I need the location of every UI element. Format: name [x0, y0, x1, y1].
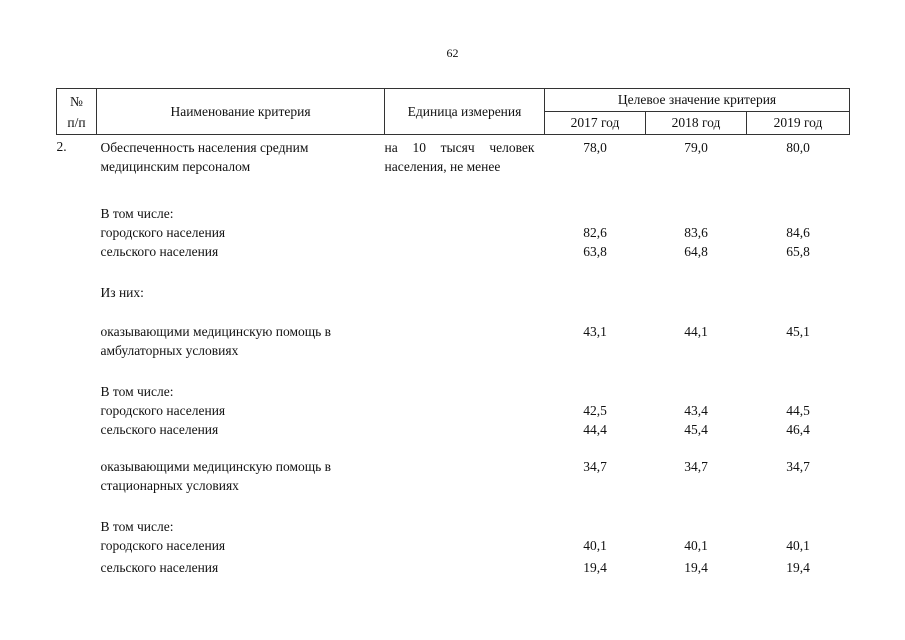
rural-value-2017: 44,4 — [583, 422, 607, 437]
urban-value-2017: 82,6 — [583, 225, 607, 240]
page-number: 62 — [446, 46, 459, 60]
unit-line1 — [385, 138, 535, 157]
outpatient-value-2018: 44,1 — [684, 324, 708, 339]
table-row — [57, 517, 850, 536]
header-number-line2: п/п — [67, 114, 86, 130]
header-target-value: Целевое значение критерия — [545, 89, 850, 112]
table-row — [57, 420, 850, 439]
of-them-label: Из них: — [100, 285, 144, 300]
rural-value-2017: 19,4 — [583, 560, 607, 575]
urban-value-2018: 40,1 — [684, 538, 708, 553]
rural-label: сельского населения — [100, 244, 219, 259]
rural-value-2019: 19,4 — [786, 560, 810, 575]
rural-value-2017: 63,8 — [583, 244, 607, 259]
header-year-2017: 2017 год — [545, 112, 646, 135]
inpatient-line2: стационарных условиях — [100, 478, 239, 493]
header-number-line1: № — [70, 93, 83, 109]
table-row — [57, 536, 850, 555]
section-label: В том числе: — [100, 519, 174, 534]
header-unit: Единица измерения — [385, 89, 545, 135]
outpatient-line2: амбулаторных условиях — [100, 343, 239, 358]
urban-value-2018: 43,4 — [684, 403, 708, 418]
header-year-2019: 2019 год — [747, 112, 850, 135]
criterion-name-line1: Обеспеченность населения средним — [100, 140, 309, 155]
rural-value-2018: 45,4 — [684, 422, 708, 437]
urban-value-2019: 84,6 — [786, 225, 810, 240]
urban-value-2017: 42,5 — [583, 403, 607, 418]
rural-value-2019: 65,8 — [786, 244, 810, 259]
unit-word: тысяч — [440, 140, 475, 155]
header-year-2018: 2018 год — [646, 112, 747, 135]
urban-value-2017: 40,1 — [583, 538, 607, 553]
unit-word: на — [384, 140, 398, 155]
inpatient-value-2018: 34,7 — [684, 459, 708, 474]
urban-value-2019: 44,5 — [786, 403, 810, 418]
table-row — [57, 457, 850, 495]
table-row — [57, 223, 850, 242]
rural-value-2019: 46,4 — [786, 422, 810, 437]
header-number — [57, 89, 97, 135]
criterion-name — [97, 135, 385, 177]
outpatient-value-2017: 43,1 — [583, 324, 607, 339]
outpatient-label — [97, 322, 385, 360]
row-number: 2. — [56, 139, 67, 154]
value-2018: 79,0 — [684, 140, 708, 155]
urban-label: городского населения — [100, 538, 226, 553]
table-row — [57, 283, 850, 302]
table-row — [57, 401, 850, 420]
rural-label: сельского населения — [100, 560, 219, 575]
outpatient-value-2019: 45,1 — [786, 324, 810, 339]
table-row — [57, 135, 850, 177]
table-row — [57, 555, 850, 577]
table-row — [57, 242, 850, 261]
value-2019: 80,0 — [786, 140, 810, 155]
rural-label: сельского населения — [100, 422, 219, 437]
criterion-unit — [385, 135, 545, 177]
criterion-name-line2: медицинским персоналом — [100, 159, 251, 174]
rural-value-2018: 64,8 — [684, 244, 708, 259]
unit-word: человек — [489, 140, 535, 155]
inpatient-line1: оказывающими медицинскую помощь в — [100, 459, 332, 474]
table-row — [57, 322, 850, 360]
inpatient-value-2019: 34,7 — [786, 459, 810, 474]
urban-value-2019: 40,1 — [786, 538, 810, 553]
urban-value-2018: 83,6 — [684, 225, 708, 240]
criteria-table — [56, 88, 850, 577]
table-row — [57, 382, 850, 401]
unit-word: 10 — [412, 140, 426, 155]
outpatient-line1: оказывающими медицинскую помощь в — [100, 324, 332, 339]
urban-label: городского населения — [100, 403, 226, 418]
section-label: В том числе: — [100, 206, 174, 221]
rural-value-2018: 19,4 — [684, 560, 708, 575]
urban-label: городского населения — [100, 225, 226, 240]
section-label: В том числе: — [100, 384, 174, 399]
table-row — [57, 204, 850, 223]
header-criterion-name: Наименование критерия — [97, 89, 385, 135]
unit-line2: населения, не менее — [384, 159, 501, 174]
inpatient-label — [97, 457, 385, 495]
value-2017: 78,0 — [583, 140, 607, 155]
inpatient-value-2017: 34,7 — [583, 459, 607, 474]
